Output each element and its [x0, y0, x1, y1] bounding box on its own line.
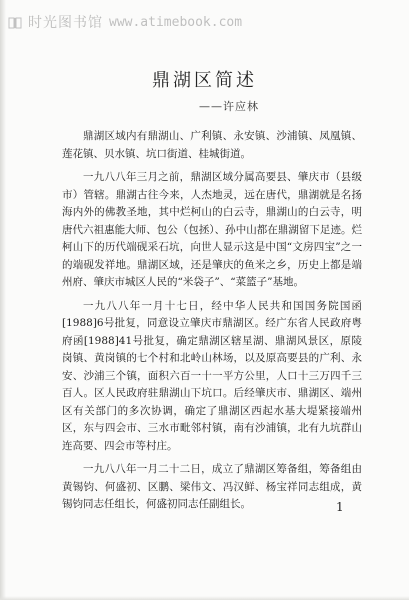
paragraph: 鼎湖区域内有鼎湖山、广利镇、永安镇、沙浦镇、凤凰镇、莲花镇、贝水镇、坑口街道、桂城街道。 [62, 130, 362, 160]
paragraph: 一九八八年一月二十二日，成立了鼎湖区筹备组，筹备组由黄锡钧、何盛初、区鹏、梁伟文、冯汉鲜、杨宝祥同志组成，黄锡钧同志任组长，何盛初同志任副组长。 [62, 463, 362, 510]
watermark [8, 12, 242, 32]
paragraph: 一九八八年一月十七日，经中华人民共和国国务院国函[1988]6号批复，同意设立肇庆市鼎湖区。经广东省人民政府粤府函[1988]41号批复，确定鼎湖区辖星湖、鼎湖风景区，原陵岗镇、黄岗镇的七个村和北岭山林场，以及原高要县的广利、永安、沙浦三个镇，面积六百一十一平方公里，人口十三万四千三百人。区人民政府驻鼎湖山下坑口。后经肇庆市、鼎湖区、端州区有关部门的多次协调，确定了鼎湖区西起水基大堤紧接端州区，东与四会市、三水市毗邻村镇，南有沙浦镇，北有九坑群山连高要、四会市等村庄。 [62, 299, 362, 452]
watermark-url: www.atimebook.com [109, 14, 243, 30]
author-line: ——许应林 [199, 100, 259, 113]
paragraph: 一九八八年三月之前，鼎湖区域分属高要县、肇庆市（县级市）管辖。鼎湖古往今来，人杰地灵，远在唐代，鼎湖就是名扬海内外的佛教圣地，其中烂柯山的白云寺，鼎湖山的白云寺，明唐代六祖惠能大师、包公（包拯）、孙中山都在鼎湖留下足迹。烂柯山下的历代端砚采石坑，向世人显示这是中国“文房四宝”之一的端砚发祥地。鼎湖区域，还是肇庆的鱼米之乡，历史上都是端州府、肇庆市城区人民的“米袋子”、“菜篮子”基地。 [62, 171, 362, 288]
book-logo-icon [8, 15, 22, 29]
page-number: 1 [336, 500, 344, 514]
page-bottom-shadow [0, 596, 409, 600]
document-body [62, 128, 362, 520]
document-title: 鼎湖区简述 [152, 70, 257, 91]
watermark-text: 时光图书馆 [28, 15, 103, 31]
